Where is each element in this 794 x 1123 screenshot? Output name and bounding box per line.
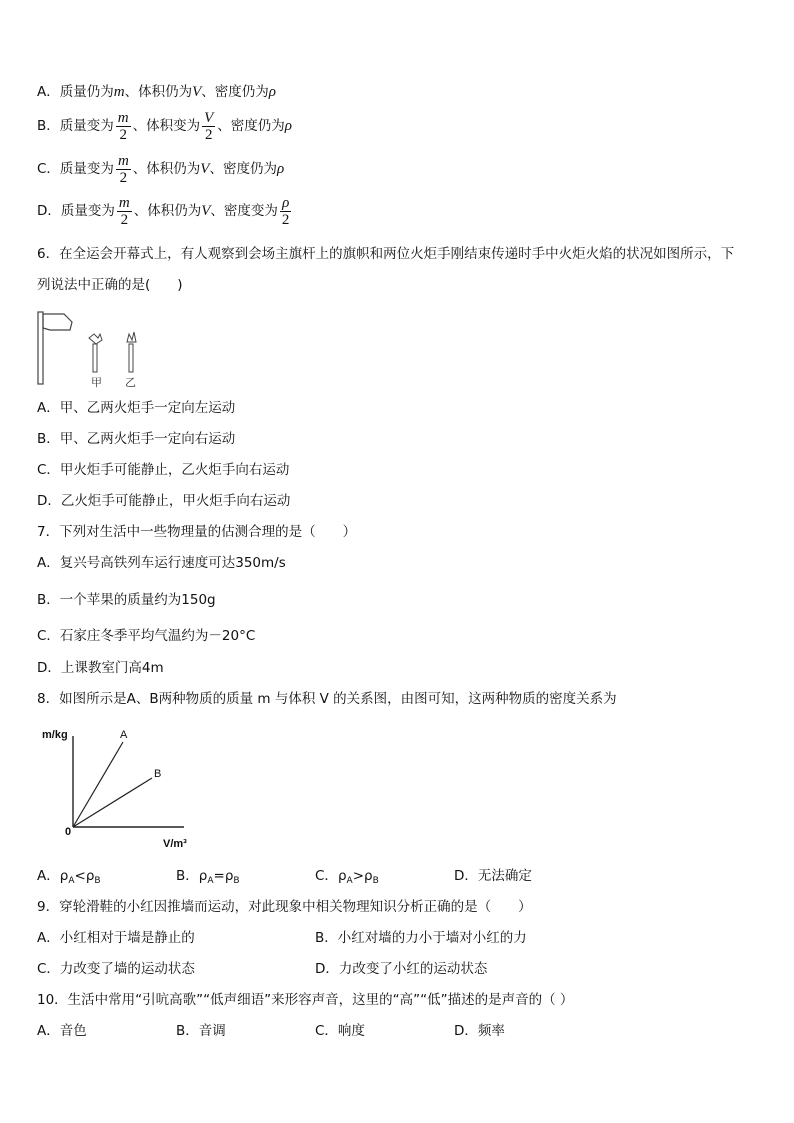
q10-option-a: A．音色 [37,1023,87,1039]
flag-icon [43,314,72,330]
line-a [73,742,123,827]
rho-symbol: ρ [337,868,347,884]
rho-symbol: ρ [224,868,234,884]
option-letter: B． [176,868,199,884]
q6-option-b: B．甲、乙两火炬手一定向右运动 [37,431,236,447]
q10-stem: 10．生活中常用“引吭高歌”“低声细语”来形容声音，这里的“高”“低”描述的是声音的（ ） [37,992,574,1008]
frac-numerator: m [118,194,130,211]
relation-operator: < [74,868,86,884]
q7-option-a: A．复兴号高铁列车运行速度可达350m/s [37,555,286,571]
q7-stem: 7．下列对生活中一些物理量的估测合理的是（ ） [37,524,357,540]
q8-option-c [315,866,379,891]
volume-symbol: V [200,161,210,177]
mass-fraction [117,195,132,228]
q5-b-prefix: B．质量变为 [37,118,114,134]
q5-a-text1: 、体积仍为 [124,84,193,100]
line-a-label: A [120,729,128,741]
frac-denominator: 2 [120,211,129,228]
rho-subscript: B [94,876,101,886]
density-symbol: ρ [276,161,285,177]
volume-fraction [202,110,215,143]
q5-b-text1: 、体积变为 [132,118,201,134]
rho-subscript: B [233,876,240,886]
q8-option-d: D．无法确定 [454,868,532,884]
x-axis-label: V/m³ [163,838,187,850]
q10-option-c: C．响度 [315,1023,365,1039]
mass-volume-graph [36,720,206,852]
q6-option-d: D．乙火炬手可能静止，甲火炬手向右运动 [37,493,291,509]
q6-stem-line1: 6．在全运会开幕式上，有人观察到会场主旗杆上的旗帜和两位火炬手刚结束传递时手中火炬火焰的状况如图所示，下 [37,246,735,262]
q5-a-text2: 、密度仍为 [201,84,269,100]
q5-d-text2: 、密度变为 [210,203,278,219]
rho-subscript: A [346,876,353,886]
frac-denominator: 2 [119,126,127,143]
mass-symbol: m [113,84,125,100]
relation-operator: > [352,868,364,884]
line-b-label: B [154,768,162,780]
density-symbol: ρ [284,118,292,134]
q9-stem: 9．穿轮滑鞋的小红因推墙而运动，对此现象中相关物理知识分析正确的是（ ） [37,899,532,915]
rho-symbol: ρ [85,868,95,884]
option-letter: C． [315,868,338,884]
q6-stem-line2: 列说法中正确的是( ) [37,277,183,293]
origin-label: 0 [65,826,72,838]
mass-fraction [116,153,131,186]
label-yi: 乙 [125,377,136,389]
rho-symbol: ρ [364,868,373,884]
q5-b-text2: 、密度仍为 [217,118,285,134]
rho-symbol: ρ [198,868,208,884]
frac-denominator: 2 [281,211,290,228]
q8-option-a [37,866,101,891]
rho-symbol: ρ [59,868,69,884]
q5-option-b [37,108,292,144]
torch-jia [89,334,102,372]
relation-operator: = [213,868,225,884]
flag-torch-figure [34,308,154,390]
rho-subscript: B [372,876,379,886]
q5-c-prefix: C．质量变为 [37,161,114,177]
q5-c-text1: 、体积仍为 [132,161,201,177]
rho-subscript: A [207,876,214,886]
q5-option-a [37,82,276,102]
q5-c-text2: 、密度仍为 [209,161,277,177]
frac-denominator: 2 [204,126,213,143]
y-axis-label: m/kg [42,729,68,741]
option-letter: A． [37,868,60,884]
rho-subscript: A [68,876,75,886]
q6-option-a: A．甲、乙两火炬手一定向左运动 [37,400,236,416]
q5-option-c [37,151,284,187]
label-jia: 甲 [91,377,102,389]
q5-d-text1: 、体积仍为 [133,203,202,219]
q10-option-b: B．音调 [176,1023,226,1039]
q5-d-prefix: D．质量变为 [37,203,115,219]
frac-numerator: ρ [282,194,290,211]
frac-numerator: m [117,109,129,126]
q7-option-b: B．一个苹果的质量约为150g [37,592,216,608]
q9-option-c: C．力改变了墙的运动状态 [37,961,195,977]
q5-a-prefix: A．质量仍为 [37,84,114,100]
mass-fraction [116,110,131,143]
torch-yi [127,332,136,372]
q9-option-b: B．小红对墙的力小于墙对小红的力 [315,930,527,946]
q6-option-c: C．甲火炬手可能静止，乙火炬手向右运动 [37,462,290,478]
flagpole [38,312,72,384]
frac-numerator: V [204,109,214,126]
q8-option-b [176,866,240,891]
density-fraction [280,195,292,228]
q10-option-d: D．频率 [454,1023,505,1039]
q9-option-d: D．力改变了小红的运动状态 [315,961,488,977]
volume-symbol: V [192,84,202,100]
density-symbol: ρ [268,84,276,100]
frac-numerator: m [117,152,129,169]
line-b [73,778,152,827]
q7-option-d: D．上课教室门高4m [37,660,164,676]
q8-stem: 8．如图所示是A、B两种物质的质量 m 与体积 V 的关系图，由图可知，这两种物质的密度关系为 [37,691,617,707]
frac-denominator: 2 [119,169,128,186]
q5-option-d [37,193,293,229]
q7-option-c: C．石家庄冬季平均气温约为－20°C [37,628,256,644]
volume-symbol: V [201,203,211,219]
q9-option-a: A．小红相对于墙是静止的 [37,930,195,946]
